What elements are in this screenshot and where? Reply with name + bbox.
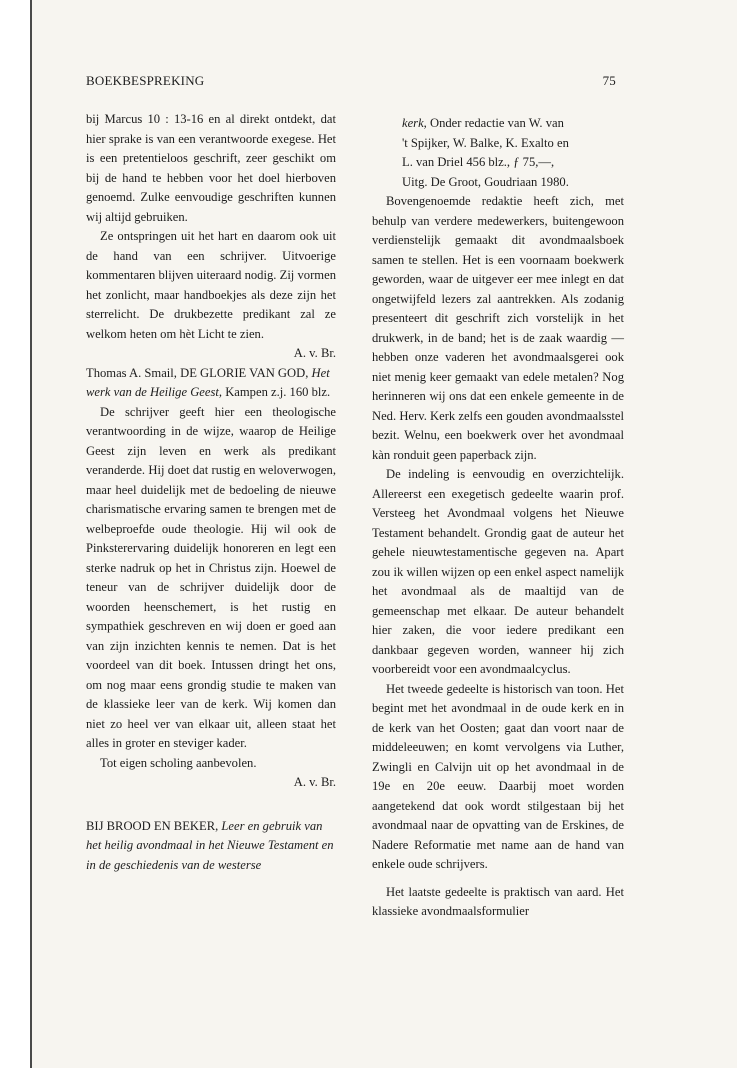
page-number: 75 [602, 73, 616, 88]
heading-line: 't Spijker, W. Balke, K. Exalto en [402, 135, 569, 150]
review-author-title: Thomas A. Smail, DE GLORIE VAN GOD, [86, 365, 309, 380]
review-publication: Kampen z.j. 160 blz. [225, 385, 331, 399]
heading-line: Uitg. De Groot, Goudriaan 1980. [402, 174, 569, 189]
paragraph: bij Marcus 10 : 13-16 en al direkt ontdekt, dat hier sprake is van een verantwoorde exegese. Het is een pretentieloos geschrift, zeer geschikt om bij de hand te hebben voor het doel hierboven genoemd. Zulke eenvoudige geschriften kunnen wij altijd gebruiken. [86, 112, 336, 224]
paragraph: Ze ontspringen uit het hart en daarom ook uit de hand van een schrijver. Uitvoerige kommentaren blijven uiteraard nodig. Zij vormen het zonlicht, maar handboekjes als deze zijn het sterrelicht. De drukbezette predikant zal ze welkom heten om hèt Licht te zien. [86, 229, 336, 341]
paragraph: Bovengenoemde redaktie heeft zich, met behulp van verdere medewerkers, buitengewoon verdienstelijk gemaakt dit avondmaalsboek samen te stellen. Het is een voornaam boekwerk geworden, waar de uitgever eer mee inlegt en dat ongetwijfeld lezers zal aantrekken. Als zodanig presenteert dit geschrift zich vorstelijk in het drukwerk, in de band; het is de zaak waardig — hebben onze vaderen het avondmaalsgerei ook niet menig keer gemaakt van edele metalen? Nog herinneren wij ons dat een enkele gemeente in de Ned. Herv. Kerk zelfs een gouden avondmaalsstel bezit. Welnu, een boekwerk over het avondmaal kàn ronduit geen paperback zijn. [372, 194, 624, 462]
heading-italic: kerk, [402, 116, 427, 130]
paragraph: Tot eigen scholing aanbevolen. [100, 755, 257, 770]
right-column [372, 114, 624, 922]
review-heading-continued [402, 114, 624, 192]
paragraph: De schrijver geeft hier een theologische verantwoording in de wijze, waarop de Heilige Geest zijn leven en werk als predikant veranderde. Hij doet dat rustig en weloverwogen, maar heel duidelijk met de bedoeling de nieuwe charismatische ervaring samen te brengen met de welbeproefde oude theologie. Hij wil ook de Pinksterervaring duidelijk honoreren en legt een sterke nadruk op het in Christus zijn. Hoewel de teneur van de schrijver duidelijk door de woorden heenschemert, is het rustig en sympathiek geschreven en wij doen er goed aan van zijn inzichten kennis te nemen. Dat is het voordeel van dit boek. Intussen dringt het ons, om nog maar eens grondig studie te maken van de klassieke leer van de kerk. Wij komen dan niet zo heel ver van elkaar uit, alleen staat het alles in groter en steviger kader. [86, 404, 336, 750]
reviewer-signature: A. v. Br. [293, 775, 336, 789]
section-title: BOEKBESPREKING [86, 73, 205, 88]
heading-text: Onder redactie van W. van [429, 116, 564, 130]
paragraph: Het laatste gedeelte is praktisch van aard. Het klassieke avondmaalsformulier [372, 884, 624, 918]
paragraph: Het tweede gedeelte is historisch van toon. Het begint met het avondmaal in de oude kerk en in de kerk van het Oosten; gaat dan voort naar de middeleeuwen; en komt vervolgens via Luther, Zwingli en Calvijn uit op het avondmaal in de 19e en 20e eeuw. Daarbij moet worden aangetekend dat ook wordt stilgestaan bij het avondmaal naar de opvatting van de Erskines, de Nadere Reformatie met name aan de hand van enkele oude schrijvers. [372, 681, 624, 871]
spacer [372, 875, 624, 883]
review-subtitle: Het werk van de Heilige Geest, [86, 365, 330, 399]
heading-line [402, 114, 624, 134]
review-title: BIJ BROOD EN BEKER, [86, 818, 219, 833]
heading-line: L. van Driel 456 blz., ƒ 75,—, [402, 155, 555, 169]
review-heading [86, 364, 336, 403]
paragraph: De indeling is eenvoudig en overzichtelijk. Allereerst een exegetisch gedeelte waarin prof. Versteeg het Avondmaal volgens het Nieuwe Testament behandelt. Grondig gaat de auteur het gehele nieuwtestamentische gegeven na. Apart zou ik willen wijzen op een enkel aspect namelijk het avondmaal als de maaltijd van de gemeenschap met elkaar. De auteur behandelt hier zaken, die voor iedere predikant een dankbaar gegeven worden, wanneer hij zich voorbereidt voor een avondmaalcyclus. [372, 467, 624, 676]
review-subtitle: Leer en gebruik van het heilig avondmaal in het Nieuwe Testament en in de geschiedenis van de westerse [86, 818, 334, 872]
reviewer-signature: A. v. Br. [293, 346, 336, 360]
left-column [86, 110, 336, 875]
review-heading [86, 817, 336, 876]
